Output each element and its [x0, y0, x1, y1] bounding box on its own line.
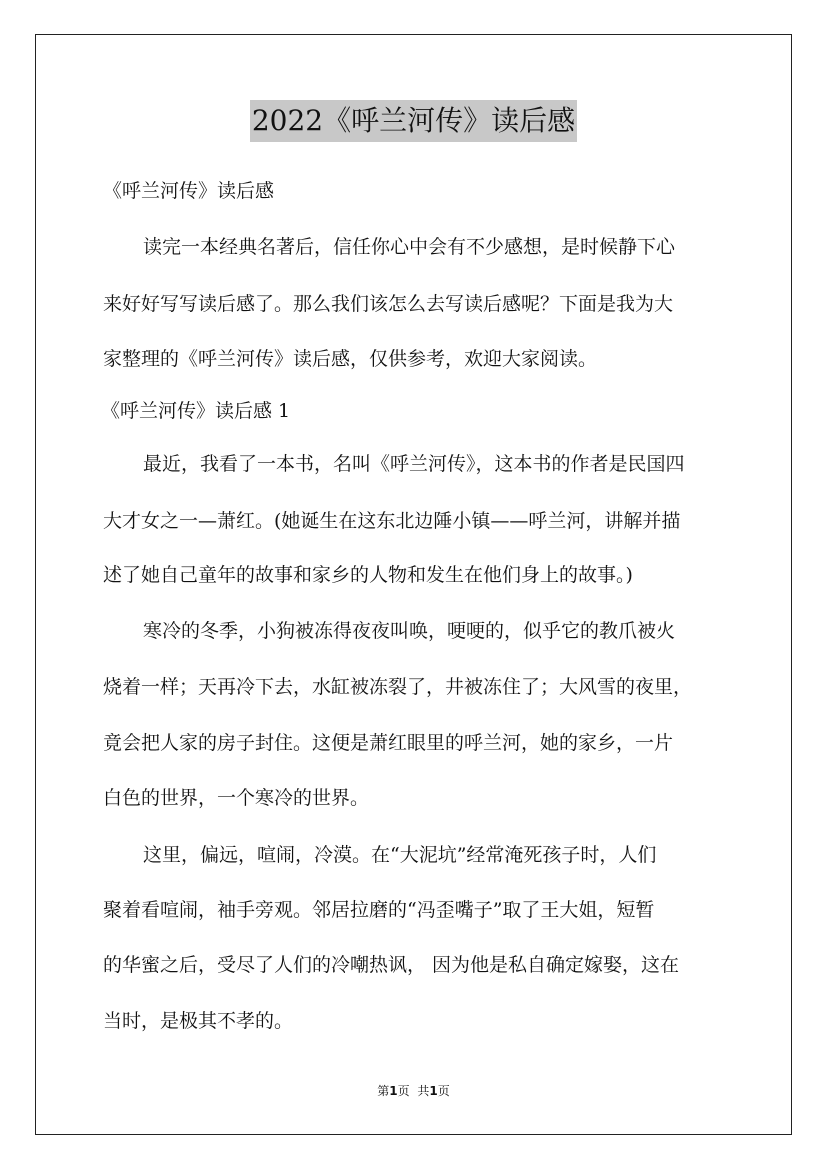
intro-line-1: 读完一本经典名著后，信任你心中会有不少感想，是时候静下心: [143, 236, 676, 258]
intro-line-3: 家整理的《呼兰河传》读后感，仅供参考，欢迎大家阅读。: [103, 348, 598, 370]
footer-page-prefix: 第: [377, 1084, 390, 1098]
footer-page-number: 1: [389, 1084, 398, 1098]
footer-total-prefix: 共: [417, 1084, 430, 1098]
para3-line-4: 当时，是极其不孝的。: [103, 1010, 294, 1032]
footer-page-suffix: 页: [397, 1084, 410, 1098]
para2-line-2: 烧着一样；天再冷下去，水缸被冻裂了，井被冻住了；大风雪的夜里，: [103, 676, 693, 698]
para3-line-1: 这里，偏远，喧闹，冷漠。在“大泥坑”经常淹死孩子时，人们: [143, 844, 657, 866]
para2-line-1: 寒冷的冬季，小狗被冻得夜夜叫唤，哽哽的，似乎它的教爪被火: [143, 620, 676, 642]
para1-line-3: 述了她自己童年的故事和家乡的人物和发生在他们身上的故事。): [103, 564, 633, 586]
para1-line-1: 最近，我看了一本书，名叫《呼兰河传》，这本书的作者是民国四: [143, 453, 685, 475]
document-title: 2022《呼兰河传》读后感: [250, 100, 577, 142]
para2-line-4: 白色的世界，一个寒冷的世界。: [103, 787, 370, 809]
footer-total-suffix: 页: [437, 1084, 450, 1098]
section-heading: 《呼兰河传》读后感 1: [101, 400, 291, 422]
page-footer: [0, 1082, 827, 1100]
para1-line-2: 大才女之一—萧红。(她诞生在这东北边陲小镇——呼兰河，讲解并描: [103, 510, 681, 532]
para3-line-2: 聚着看喧闹，袖手旁观。邻居拉磨的“冯歪嘴子”取了王大姐，短暂: [103, 899, 655, 921]
title-container: [0, 100, 827, 142]
footer-total-number: 1: [429, 1084, 438, 1098]
para2-line-3: 竟会把人家的房子封住。这便是萧红眼里的呼兰河，她的家乡，一片: [103, 732, 674, 754]
intro-line-2: 来好好写写读后感了。那么我们该怎么去写读后感呢？下面是我为大: [103, 293, 674, 315]
para3-line-3: 的华蜜之后，受尽了人们的冷嘲热讽， 因为他是私自确定嫁娶，这在: [103, 954, 680, 976]
subheading: 《呼兰河传》读后感: [103, 180, 275, 202]
